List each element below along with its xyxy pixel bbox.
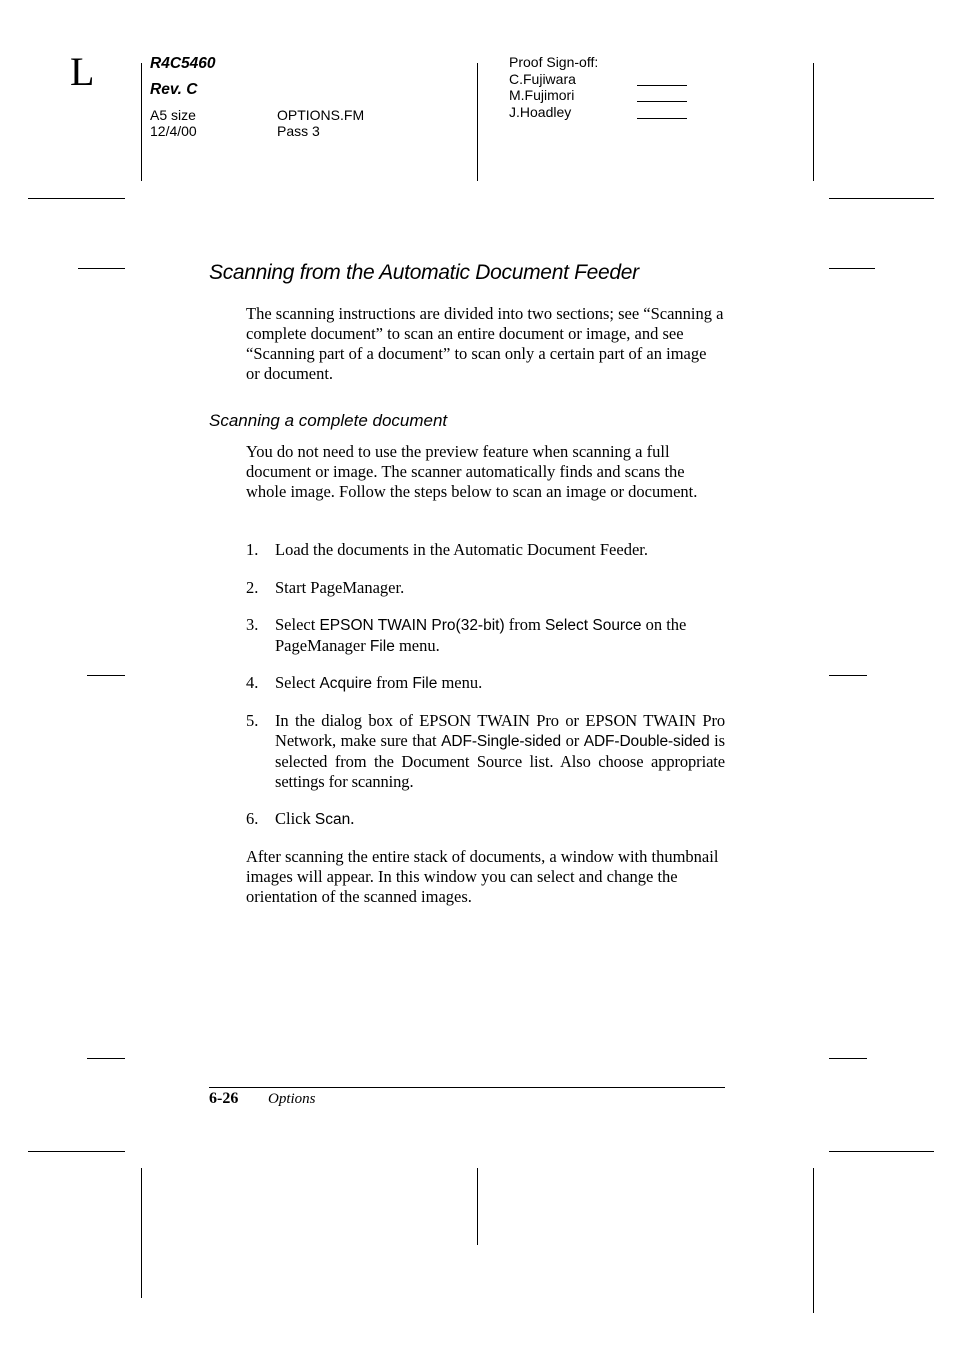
step-number: 4. <box>246 673 259 692</box>
signer-name: C.Fujiwara <box>509 71 576 87</box>
step-text: Start PageManager. <box>275 578 405 597</box>
signer-name: M.Fujimori <box>509 87 575 103</box>
ui-term: Scan <box>314 811 351 828</box>
crop-mark <box>78 268 125 269</box>
closing-paragraph: After scanning the entire stack of documents, a window with thumbnail images will appear. In this window you can select and change the orientation of the scanned images. <box>246 847 719 906</box>
crop-mark <box>829 675 867 676</box>
file-name: OPTIONS.FM <box>277 107 365 123</box>
ui-term: ADF-Single-sided <box>441 733 561 750</box>
crop-mark <box>477 1168 478 1245</box>
subsection-intro: You do not need to use the preview feature when scanning a full document or image. The scanner automatically finds and scans the whole image. Follow the steps below to scan an image or document. <box>246 442 698 501</box>
step-number: 3. <box>246 615 259 634</box>
crop-mark <box>829 198 934 199</box>
revision-code: Rev. C <box>150 81 198 98</box>
subsection-title: Scanning a complete document <box>209 411 448 430</box>
crop-mark <box>141 63 142 181</box>
step-text: In the dialog box of EPSON TWAIN Pro or EPSON TWAIN Pro Network, make sure that ADF-Single-sided or ADF-Double-sided is selected from the Document Source list. Also choose appropriate settings for scanning. <box>275 711 725 791</box>
crop-mark <box>28 1151 125 1152</box>
ui-term: Select Source <box>544 617 642 634</box>
signature-line <box>637 85 687 86</box>
ui-term: ADF-Double-sided <box>583 733 710 750</box>
crop-mark <box>141 1168 142 1298</box>
page-size: A5 size <box>150 107 196 123</box>
crop-mark <box>87 675 125 676</box>
intro-paragraph: The scanning instructions are divided into two sections; see “Scanning a complete document” to scan an entire document or image, and see “Scanning part of a document” to scan only a certain part of an image or document. <box>246 304 724 383</box>
step-number: 6. <box>246 809 259 828</box>
crop-mark <box>829 268 875 269</box>
ui-term: Acquire <box>319 675 373 692</box>
crop-mark <box>28 198 125 199</box>
ui-term: File <box>412 675 438 692</box>
section-title: Scanning from the Automatic Document Feeder <box>209 261 639 284</box>
signature-line <box>637 101 687 102</box>
pass-number: Pass 3 <box>277 123 320 139</box>
print-date: 12/4/00 <box>150 123 197 139</box>
step-text: Click Scan. <box>275 809 355 828</box>
ui-term: EPSON TWAIN Pro(32-bit) <box>319 617 505 634</box>
signature-line <box>637 118 687 119</box>
crop-mark <box>477 63 478 181</box>
step-number: 2. <box>246 578 259 597</box>
proof-signoff-label: Proof Sign-off: <box>509 54 599 70</box>
step-text: Select Acquire from File menu. <box>275 673 483 692</box>
margin-mark: L <box>70 49 95 94</box>
signer-name: J.Hoadley <box>509 104 572 120</box>
crop-mark <box>829 1151 934 1152</box>
crop-mark <box>829 1058 867 1059</box>
step-number: 5. <box>246 711 259 730</box>
ui-term: File <box>369 638 395 655</box>
step-text: Load the documents in the Automatic Document Feeder. <box>275 540 648 559</box>
crop-mark <box>813 63 814 181</box>
footer-rule <box>209 1087 725 1088</box>
crop-mark <box>813 1168 814 1313</box>
step-number: 1. <box>246 540 259 559</box>
model-code: R4C5460 <box>150 55 216 72</box>
crop-mark <box>87 1058 125 1059</box>
footer-section-name: Options <box>268 1091 316 1107</box>
step-text: Select EPSON TWAIN Pro(32-bit) from Select Source on the PageManager File menu. <box>275 615 687 655</box>
page-number: 6-26 <box>209 1090 239 1107</box>
